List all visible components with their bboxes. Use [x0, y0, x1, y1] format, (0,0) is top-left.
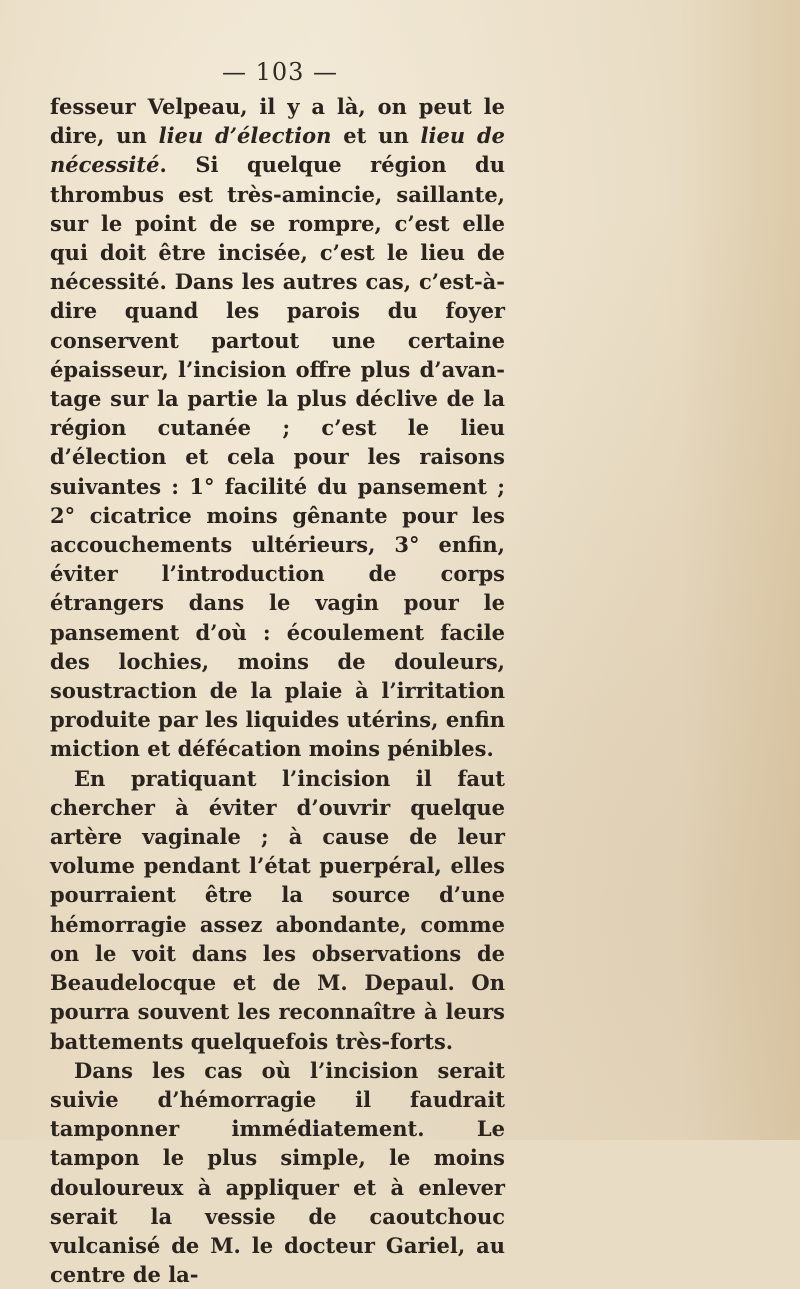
paragraph-1 [50, 92, 505, 764]
italic-term-lieu-necessite: lieu de nécessité [50, 123, 506, 178]
text-run: et un [331, 123, 421, 149]
page-number: — 103 — [221, 58, 339, 86]
text-run: fesseur Velpeau, il y a là, on peut le dire, un [50, 94, 505, 149]
italic-term-lieu-election: lieu d’élection [158, 123, 332, 149]
paragraph-3: Dans les cas où l’incision serait suivie d’hémorragie il faudrait tamponner immédiatement. Le tampon le plus simple, le moins douloureux à appliquer et à enlever serait la vessie de caoutchouc vulcanisé de M. le docteur Gariel, au centre de la- [50, 1057, 505, 1288]
text-run: . Si quelque région du thrombus est très-amincie, saillante, sur le point de se rompre, c’est elle qui doit être incisée, c’est le lieu de nécessité. Dans les autres cas, c’est-à-dire quand les parois du foyer conservent partout une certaine épaisseur, l’incision offre plus d’avantage sur la partie la plus déclive de la région cutanée ; c’est le lieu d’élection et cela pour les raisons suivantes : 1° facilité du pansement ; 2° cicatrice moins gênante pour les accouchements ultérieurs, 3° enfin, éviter l’introduction de corps étrangers dans le vagin pour le pansement d’où : écoulement facile des lochies, moins de douleurs, soustraction de la plaie à l’irritation produite par les liquides utérins, enfin miction et défécation moins pénibles. [50, 152, 505, 762]
paragraph-2: En pratiquant l’incision il faut chercher à éviter d’ouvrir quelque artère vaginale ; à cause de leur volume pendant l’état puerpéral, elles pourraient être la source d’une hémorragie assez abondante, comme on le voit dans les observations de Beaudelocque et de M. Depaul. On pourra souvent les reconnaître à leurs battements quelquefois très-forts. [50, 765, 505, 1054]
body-text [50, 92, 505, 1289]
